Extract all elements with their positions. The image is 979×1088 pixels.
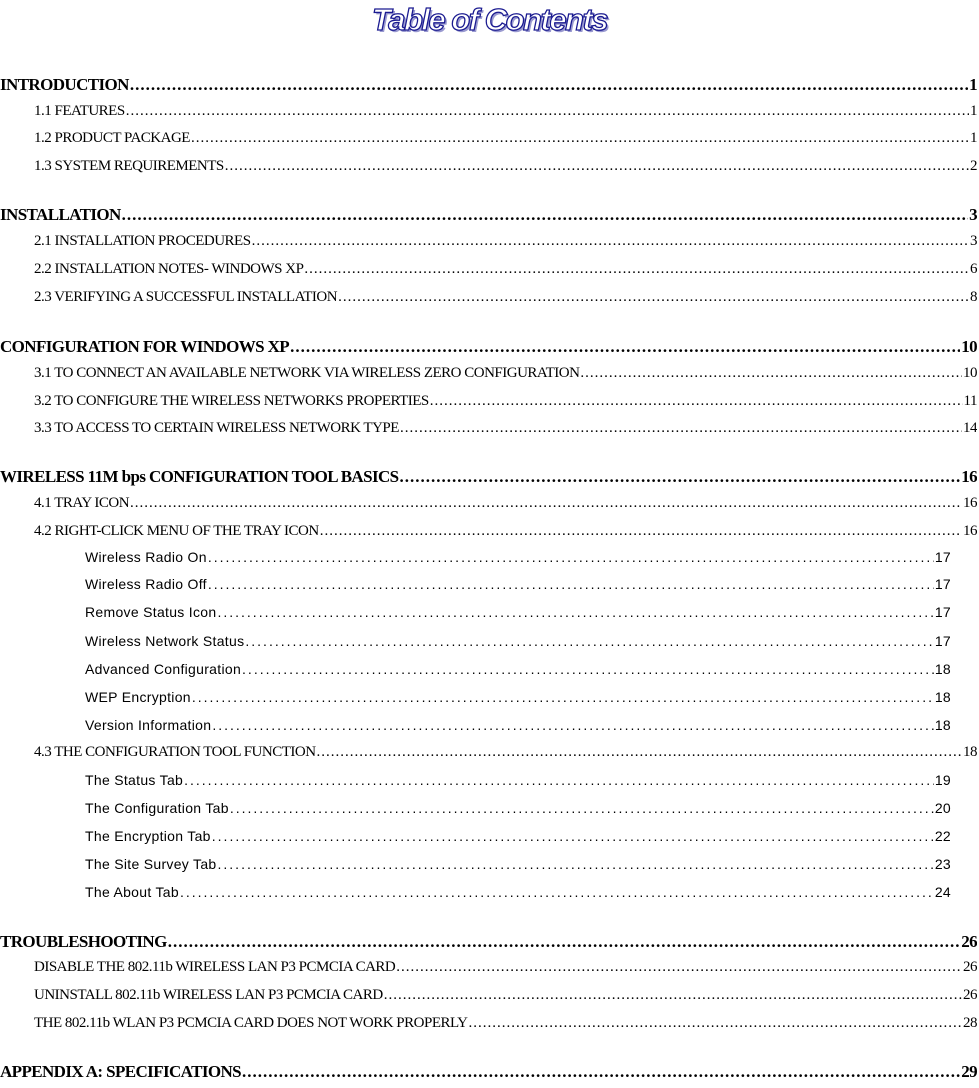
toc-page-number: 18 — [934, 689, 951, 705]
toc-entry-label: THE 802.11b WLAN P3 PCMCIA CARD DOES NOT WORK PROPERLY — [34, 1015, 468, 1031]
toc-entry-label: 3.1 TO CONNECT AN AVAILABLE NETWORK VIA WIRELESS ZERO CONFIGURATION — [34, 365, 580, 381]
toc-entry — [85, 549, 951, 565]
toc-section — [0, 467, 977, 487]
toc-entry-label: 1.1 FEATURES — [34, 103, 125, 119]
toc-entry-label: Advanced Configuration — [85, 661, 242, 677]
toc-entry-label: INSTALLATION — [0, 205, 121, 224]
toc-section — [0, 205, 977, 225]
toc-section — [0, 1062, 977, 1082]
toc-page-number: 18 — [963, 744, 977, 760]
toc-page-number: 10 — [961, 337, 977, 356]
toc-page-number: 2 — [970, 158, 977, 174]
toc-entry-label: Remove Status Icon — [85, 604, 217, 620]
toc-entry-label: 3.3 TO ACCESS TO CERTAIN WIRELESS NETWORK TYPE — [34, 420, 399, 436]
toc-page-number: 23 — [934, 856, 951, 872]
toc-entry-label: APPENDIX A: SPECIFICATIONS — [0, 1062, 242, 1081]
toc-entry — [34, 495, 977, 512]
toc-entry — [34, 393, 977, 410]
dot-leader — [400, 467, 961, 487]
dot-leader — [338, 289, 969, 306]
dot-leader — [320, 523, 962, 540]
dot-leader — [208, 549, 934, 565]
dot-leader — [217, 604, 933, 620]
toc-entry-label: The Encryption Tab — [85, 828, 211, 844]
toc-entry-label: INTRODUCTION — [0, 75, 129, 94]
toc-section — [0, 337, 977, 357]
toc-entry — [85, 856, 951, 872]
toc-entry — [34, 261, 977, 278]
toc-page-number: 17 — [934, 549, 951, 565]
toc-entry — [34, 959, 977, 976]
dot-leader — [242, 661, 934, 677]
toc-entry — [34, 523, 977, 540]
toc-section — [0, 75, 977, 95]
toc-page-number: 1 — [970, 130, 977, 146]
toc-entry-label: DISABLE THE 802.11b WIRELESS LAN P3 PCMCIA CARD — [34, 959, 396, 975]
toc-page-number: 1 — [969, 75, 977, 94]
toc-page-number: 3 — [970, 233, 977, 249]
toc-page-number: 10 — [963, 365, 977, 381]
toc-entry — [34, 1015, 977, 1032]
toc-entry-label: 4.3 THE CONFIGURATION TOOL FUNCTION — [34, 744, 316, 760]
toc-entry-label: 4.2 RIGHT-CLICK MENU OF THE TRAY ICON — [34, 523, 319, 539]
toc-section — [0, 932, 977, 952]
dot-leader — [396, 959, 962, 976]
toc-page-number: 26 — [963, 987, 977, 1003]
dot-leader — [430, 393, 963, 410]
toc-entry-label: WEP Encryption — [85, 689, 191, 705]
dot-leader — [212, 717, 933, 733]
toc-page-number: 20 — [934, 800, 951, 816]
toc-entry — [34, 365, 977, 382]
dot-leader — [400, 420, 962, 437]
page-title: Table of Contents — [371, 2, 608, 37]
dot-leader — [191, 130, 969, 147]
toc-entry — [34, 289, 977, 306]
toc-entry-label: The Status Tab — [85, 772, 184, 788]
dot-leader — [252, 233, 969, 250]
dot-leader — [168, 932, 960, 952]
toc-entry — [85, 828, 951, 844]
dot-leader — [212, 828, 934, 844]
toc-entry-label: 2.3 VERIFYING A SUCCESSFUL INSTALLATION — [34, 289, 338, 305]
dot-leader — [225, 158, 969, 175]
toc-page-number: 17 — [934, 633, 951, 649]
toc-entry-label: 1.2 PRODUCT PACKAGE — [34, 130, 190, 146]
toc-page-number: 19 — [934, 772, 951, 788]
toc-page-number: 18 — [934, 717, 951, 733]
toc-entry — [34, 420, 977, 437]
dot-leader — [192, 689, 934, 705]
toc-entry — [85, 717, 951, 733]
toc-entry-label: WIRELESS 11M bps CONFIGURATION TOOL BASICS — [0, 467, 399, 486]
toc-entry — [34, 158, 977, 175]
toc-entry — [34, 103, 977, 120]
toc-entry — [85, 633, 951, 649]
dot-leader — [580, 365, 962, 382]
toc-entry — [34, 744, 977, 761]
toc-entry-label: 3.2 TO CONFIGURE THE WIRELESS NETWORKS PROPERTIES — [34, 393, 429, 409]
toc-page-number: 17 — [934, 576, 951, 592]
toc-page-number: 28 — [963, 1015, 977, 1031]
dot-leader — [290, 337, 960, 357]
toc-page-number: 16 — [963, 495, 977, 511]
dot-leader — [242, 1062, 960, 1082]
toc-entry-label: 2.2 INSTALLATION NOTES- WINDOWS XP — [34, 261, 304, 277]
dot-leader — [180, 884, 934, 900]
toc-entry — [34, 987, 977, 1004]
dot-leader — [218, 856, 934, 872]
toc-entry — [85, 884, 951, 900]
toc-entry-label: 2.1 INSTALLATION PROCEDURES — [34, 233, 251, 249]
dot-leader — [130, 495, 962, 512]
toc-entry — [85, 689, 951, 705]
toc-entry — [85, 772, 951, 788]
toc-page-number: 22 — [934, 828, 951, 844]
toc-entry — [34, 130, 977, 147]
dot-leader — [208, 576, 934, 592]
dot-leader — [245, 633, 933, 649]
toc-entry-label: TROUBLESHOOTING — [0, 932, 167, 951]
toc-entry-label: Wireless Radio Off — [85, 576, 207, 592]
toc-page-number: 24 — [934, 884, 951, 900]
dot-leader — [384, 987, 962, 1004]
dot-leader — [184, 772, 934, 788]
toc-page-number: 8 — [970, 289, 977, 305]
toc-page-number: 11 — [963, 393, 977, 409]
toc-page-number: 18 — [934, 661, 951, 677]
toc-entry — [85, 800, 951, 816]
toc-page-number: 26 — [961, 932, 977, 951]
toc-entry — [85, 604, 951, 620]
toc-page-number: 17 — [934, 604, 951, 620]
toc-entry-label: 4.1 TRAY ICON — [34, 495, 130, 511]
toc-page-number: 26 — [963, 959, 977, 975]
toc-page-number: 6 — [970, 261, 977, 277]
toc-entry-label: The Site Survey Tab — [85, 856, 217, 872]
toc-entry-label: Wireless Radio On — [85, 549, 207, 565]
toc-page-number: 1 — [970, 103, 977, 119]
toc-entry — [85, 576, 951, 592]
dot-leader — [469, 1015, 963, 1032]
toc-entry-label: Wireless Network Status — [85, 633, 245, 649]
toc-entry-label: UNINSTALL 802.11b WIRELESS LAN P3 PCMCIA CARD — [34, 987, 383, 1003]
toc-entry-label: The Configuration Tab — [85, 800, 229, 816]
toc-page-number: 3 — [969, 205, 977, 224]
dot-leader — [126, 103, 969, 120]
toc-entry — [85, 661, 951, 677]
toc-entry-label: CONFIGURATION FOR WINDOWS XP — [0, 337, 290, 356]
toc-page-number: 29 — [961, 1062, 977, 1081]
dot-leader — [317, 744, 962, 761]
dot-leader — [122, 205, 968, 225]
toc-entry-label: Version Information — [85, 717, 212, 733]
toc-entry — [34, 233, 977, 250]
toc-page-number: 16 — [963, 523, 977, 539]
toc-entry-label: 1.3 SYSTEM REQUIREMENTS — [34, 158, 224, 174]
dot-leader — [230, 800, 934, 816]
toc-page-number: 16 — [961, 467, 977, 486]
toc-entry-label: The About Tab — [85, 884, 179, 900]
dot-leader — [304, 261, 969, 278]
dot-leader — [130, 75, 968, 95]
toc-page-number: 14 — [963, 420, 977, 436]
